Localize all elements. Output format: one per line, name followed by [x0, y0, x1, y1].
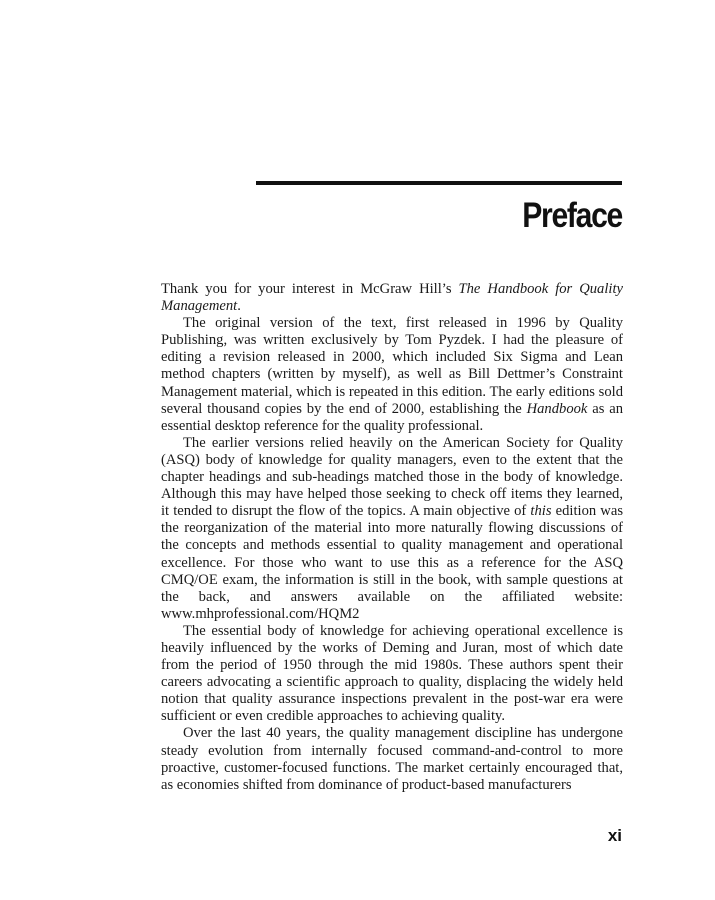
paragraph-1: [161, 281, 623, 315]
paragraph-4: The essential body of knowledge for achieving operational excellence is heavily influenced by the works of Deming and Juran, most of which date from the period of 1950 through the mid 1980s. These authors spent their careers advocating a scientific approach to quality, displacing the widely held notion that quality assurance inspections prevalent in the post-war era were sufficient or even credible approaches to achieving quality.: [161, 622, 623, 725]
book-title: The Handbook for Quality Management: [161, 281, 623, 315]
paragraph-3-text: The earlier versions relied heavily on the American Society for Quality (ASQ) body of knowledge for quality managers, even to the extent that the chapter headings and sub-headings matched those in the body of knowledge. Although this may have helped those seeking to check off items they learned, it tended to disrupt the flow of the topics. A main objective of: [161, 434, 623, 520]
chapter-rule: [256, 181, 622, 185]
this-emphasis: this: [530, 503, 552, 520]
handbook-emphasis: Handbook: [526, 400, 588, 417]
body-text: [161, 281, 623, 794]
paragraph-3: [161, 435, 623, 623]
paragraph-5: Over the last 40 years, the quality management discipline has undergone steady evolution from internally focused command-and-control to more proactive, customer-focused functions. The market certainly encouraged that, as economies shifted from dominance of product-based manufacturers: [161, 725, 623, 793]
page-number: xi: [607, 826, 622, 845]
paragraph-2-end: as an essential desktop reference for the quality professional.: [161, 400, 623, 434]
paragraph-1-end: .: [237, 298, 241, 315]
page-title: Preface: [522, 196, 622, 235]
paragraph-1-text: Thank you for your interest in McGraw Hill’s: [161, 281, 459, 297]
paragraph-2: [161, 315, 623, 435]
paragraph-3-end: edition was the reorganization of the material into more naturally flowing discussions of the concepts and methods essential to quality management and operational excellence. For those who want to use this as a reference for the ASQ CMQ/OE exam, the information is still in the book, with sample questions at the back, and answers available on the affiliated website: www.mhprofessional.com/HQM2: [161, 503, 624, 622]
paragraph-2-text: The original version of the text, first released in 1996 by Quality Publishing, was written exclusively by Tom Pyzdek. I had the pleasure of editing a revision released in 2000, which included Six Sigma and Lean method chapters (written by myself), as well as Bill Dettmer’s Constraint Management material, which is repeated in this edition. The early editions sold several thousand copies by the end of 2000, establishing the: [161, 315, 623, 417]
